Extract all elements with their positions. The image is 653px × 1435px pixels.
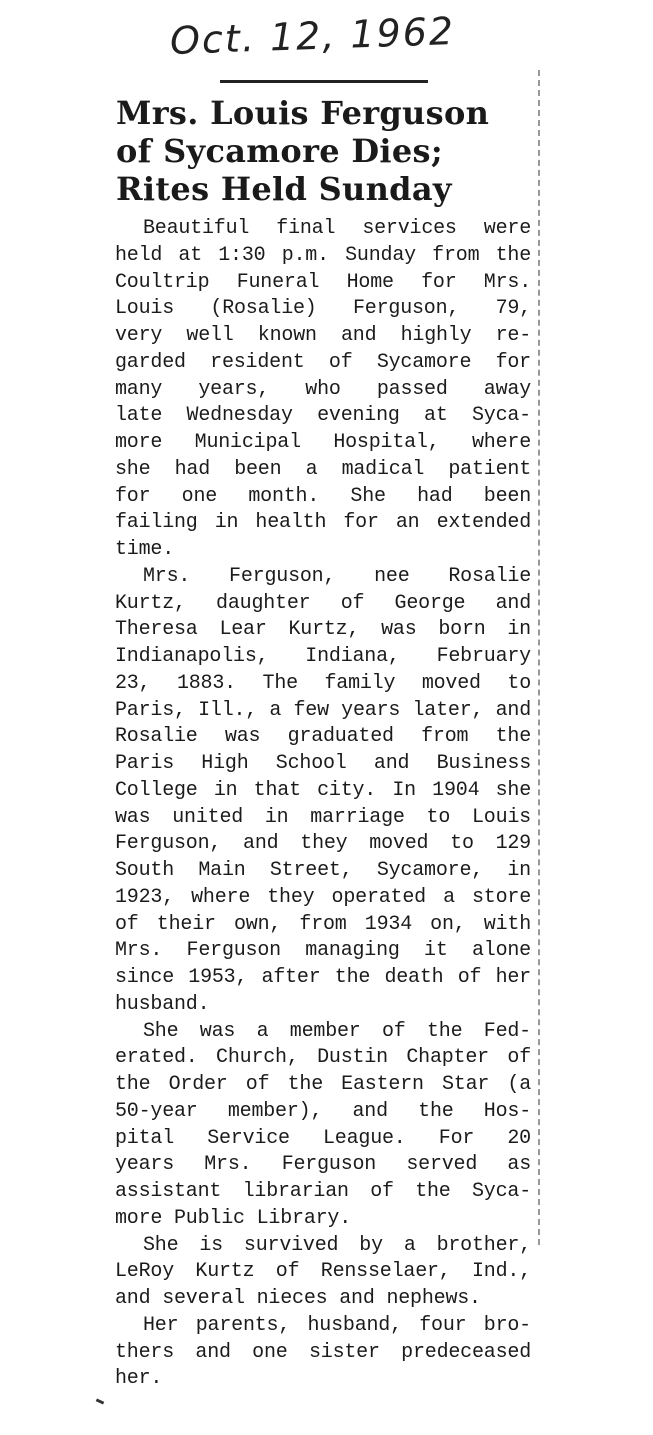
print-speck	[96, 1398, 105, 1404]
text-line: South Main Street, Sycamore, in	[115, 859, 531, 882]
text-line: She was a member of the Fed-	[143, 1019, 531, 1043]
text-line: Paris High School and Business	[115, 752, 531, 775]
handwritten-date: Oct. 12, 1962	[169, 9, 456, 63]
text-line: she had been a madical patient	[115, 457, 531, 481]
text-line: assistant librarian of the Syca-	[115, 1180, 531, 1203]
text-line: late Wednesday evening at Syca-	[115, 404, 531, 428]
text-line: time.	[115, 538, 175, 561]
text-line: husband.	[115, 992, 210, 1016]
paragraph-predeceased	[115, 1313, 531, 1393]
text-line: thers and one sister predeceased	[115, 1340, 531, 1364]
text-line: Rosalie was graduated from the	[115, 725, 531, 749]
headline-line: Mrs. Louis Ferguson	[116, 94, 490, 132]
text-line: Louis (Rosalie) Ferguson, 79,	[115, 297, 531, 321]
text-line: Beautiful final services were	[143, 217, 531, 240]
text-line: more Public Library.	[115, 1206, 352, 1230]
text-line: Kurtz, daughter of George and	[115, 591, 531, 615]
text-line: LeRoy Kurtz of Rensselaer, Ind.,	[115, 1260, 531, 1284]
top-rule	[220, 80, 428, 83]
paragraph-memberships	[115, 1019, 531, 1233]
text-line: College in that city. In 1904 she	[115, 778, 531, 802]
text-line: failing in health for an extended	[115, 511, 531, 535]
clipping-edge	[538, 70, 540, 1245]
headline-line: of Sycamore Dies;	[116, 132, 443, 170]
text-line: Indianapolis, Indiana, February	[115, 645, 531, 668]
headline	[116, 94, 536, 208]
text-line: Mrs. Ferguson, nee Rosalie	[143, 564, 531, 588]
text-line: erated. Church, Dustin Chapter of	[115, 1046, 531, 1070]
text-line: 1923, where they operated a store	[115, 885, 531, 909]
text-line: very well known and highly re-	[115, 324, 531, 347]
text-line: garded resident of Sycamore for	[115, 350, 531, 374]
paragraph-services	[115, 216, 531, 564]
text-line: for one month. She had been	[115, 484, 531, 508]
text-line: Coultrip Funeral Home for Mrs.	[115, 270, 531, 294]
headline-line: Rites Held Sunday	[116, 170, 452, 208]
paragraph-biography	[115, 564, 531, 1019]
text-line: pital Service League. For 20	[115, 1126, 531, 1150]
text-line: She is survived by a brother,	[143, 1233, 531, 1257]
text-line: Mrs. Ferguson managing it alone	[115, 939, 531, 963]
article-body	[115, 216, 531, 1393]
text-line: and several nieces and nephews.	[115, 1287, 481, 1310]
text-line: many years, who passed away	[115, 377, 531, 401]
text-line: was united in marriage to Louis	[115, 805, 531, 829]
paragraph-survivors	[115, 1233, 531, 1313]
text-line: Theresa Lear Kurtz, was born in	[115, 618, 531, 642]
text-line: more Municipal Hospital, where	[115, 431, 531, 454]
text-line: of their own, from 1934 on, with	[115, 912, 531, 936]
text-line: 50-year member), and the Hos-	[115, 1099, 531, 1123]
text-line: Ferguson, and they moved to 129	[115, 832, 531, 856]
text-line: since 1953, after the death of her	[115, 966, 531, 989]
text-line: held at 1:30 p.m. Sunday from the	[115, 243, 531, 267]
text-line: years Mrs. Ferguson served as	[115, 1153, 531, 1177]
text-line: Her parents, husband, four bro-	[143, 1313, 531, 1337]
text-line: her.	[115, 1367, 163, 1391]
text-line: the Order of the Eastern Star (a	[115, 1073, 531, 1096]
text-line: Paris, Ill., a few years later, and	[115, 698, 531, 722]
text-line: 23, 1883. The family moved to	[115, 671, 531, 695]
